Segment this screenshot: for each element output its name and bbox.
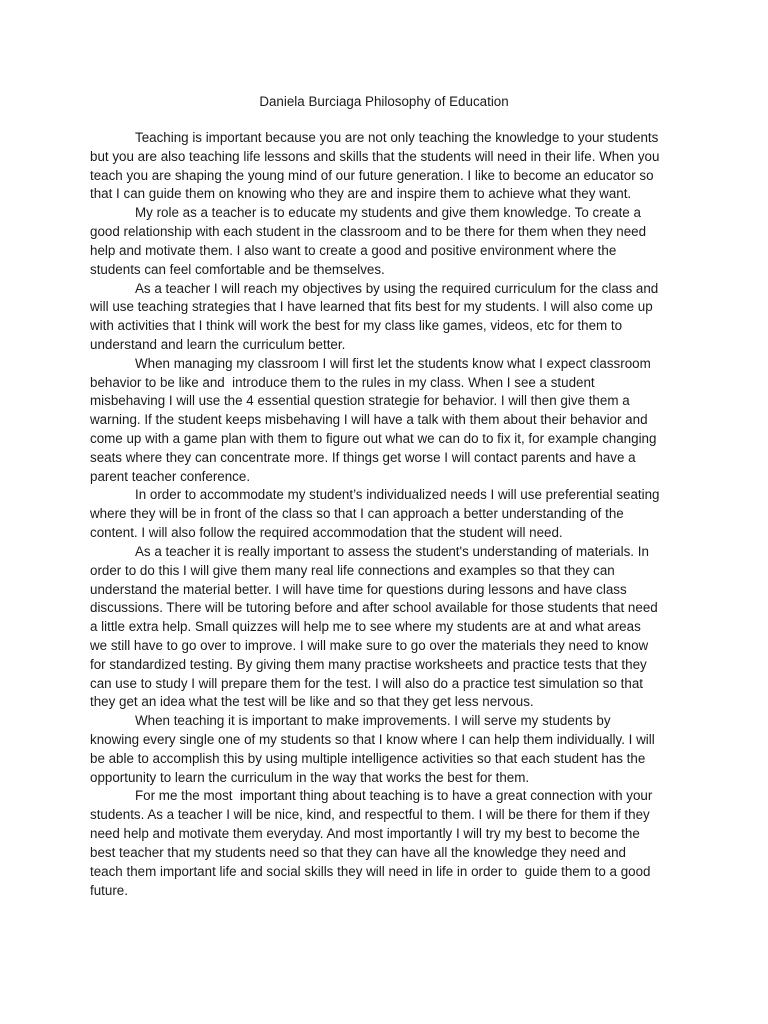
text-line: understand and learn the curriculum better. [90,336,346,352]
text-line: can use to study I will prepare them for the test. I will also do a practice test simulation so that [90,675,643,691]
paragraph-first-line: For me the most important thing about teaching is to have a great connection with your [135,788,653,804]
text-line: but you are also teaching life lessons and skills that the students will need in their life. When you [90,148,660,164]
paragraph-first-line: In order to accommodate my student’s individualized needs I will use preferential seating [135,487,660,503]
text-line: come up with a game plan with them to figure out what we can do to fix it, for example changing [90,431,657,446]
text-line: a little extra help. Small quizzes will help me to see where my students are at and what areas [90,619,641,635]
text-line: seats where they can concentrate more. If things get worse I will contact parents and have a [90,449,636,465]
paragraph-first-line: As a teacher I will reach my objectives by using the required curriculum for the class and [135,280,659,296]
text-line: with activities that I think will work the best for my class like games, videos, etc for them to [90,318,623,334]
text-line: need help and motivate them everyday. And most importantly I will try my best to become the [90,826,640,842]
text-line: behavior to be like and introduce them to the rules in my class. When I see a student [90,374,595,390]
text-line: we still have to go over to improve. I will make sure to go over the materials they need to know [90,637,649,653]
text-line: understand the material better. I will have time for questions during lessons and have class [90,581,627,597]
text-line: content. I will also follow the required accommodation that the student will need. [90,525,563,541]
text-line: they get an idea what the test will be like and so that they get less nervous. [90,694,534,710]
paragraph-first-line: When managing my classroom I will first let the students know what I expect classroom [135,355,651,371]
text-line: students can feel comfortable and be themselves. [90,261,385,277]
paragraph-first-line: My role as a teacher is to educate my students and give them knowledge. To create a [135,205,641,221]
text-line: that I can guide them on knowing who they are and inspire them to achieve what they want. [90,186,632,202]
text-line: will use teaching strategies that I have learned that fits best for my students. I will also come up [90,299,653,315]
text-line: best teacher that my students need so that they can have all the knowledge they need and [90,844,626,860]
text-line: misbehaving I will use the 4 essential question strategie for behavior. I will then give them a [90,393,630,409]
text-line: order to do this I will give them many real life connections and examples so that they can [90,562,615,578]
text-line: be able to accomplish this by using multiple intelligence activities so that each student has the [90,750,646,766]
text-line: for standardized testing. By giving them many practise worksheets and practice tests that they [90,656,647,672]
text-line: help and motivate them. I also want to create a good and positive environment where the [90,242,617,258]
text-line: opportunity to learn the curriculum in the way that works the best for them. [90,769,530,785]
text-line: knowing every single one of my students so that I know where I can help them individually. I will [90,732,655,747]
text-line: where they will be in front of the class so that I can approach a better understanding of the [90,506,624,522]
text-line: teach you are shaping the young mind of our future generation. I like to become an educator so [90,167,654,183]
text-line: students. As a teacher I will be nice, kind, and respectful to them. I will be there for them if they [90,807,650,823]
text-line: teach them important life and social skills they will need in life in order to guide them to a good [90,863,651,879]
paragraph-first-line: When teaching it is important to make improvements. I will serve my students by [135,713,611,729]
document-title: Daniela Burciaga Philosophy of Education [259,94,509,109]
text-line: future. [90,882,128,898]
paragraph-first-line: As a teacher it is really important to assess the student's understanding of materials. In [135,543,649,559]
text-line: discussions. There will be tutoring before and after school available for those students that need [90,600,658,616]
paragraph-first-line: Teaching is important because you are not only teaching the knowledge to your students [135,130,659,145]
document-body [90,129,660,900]
text-line: warning. If the student keeps misbehaving I will have a talk with them about their behavior and [90,412,648,428]
text-line: parent teacher conference. [90,468,251,484]
text-line: good relationship with each student in the classroom and to be there for them when they need [90,224,647,240]
